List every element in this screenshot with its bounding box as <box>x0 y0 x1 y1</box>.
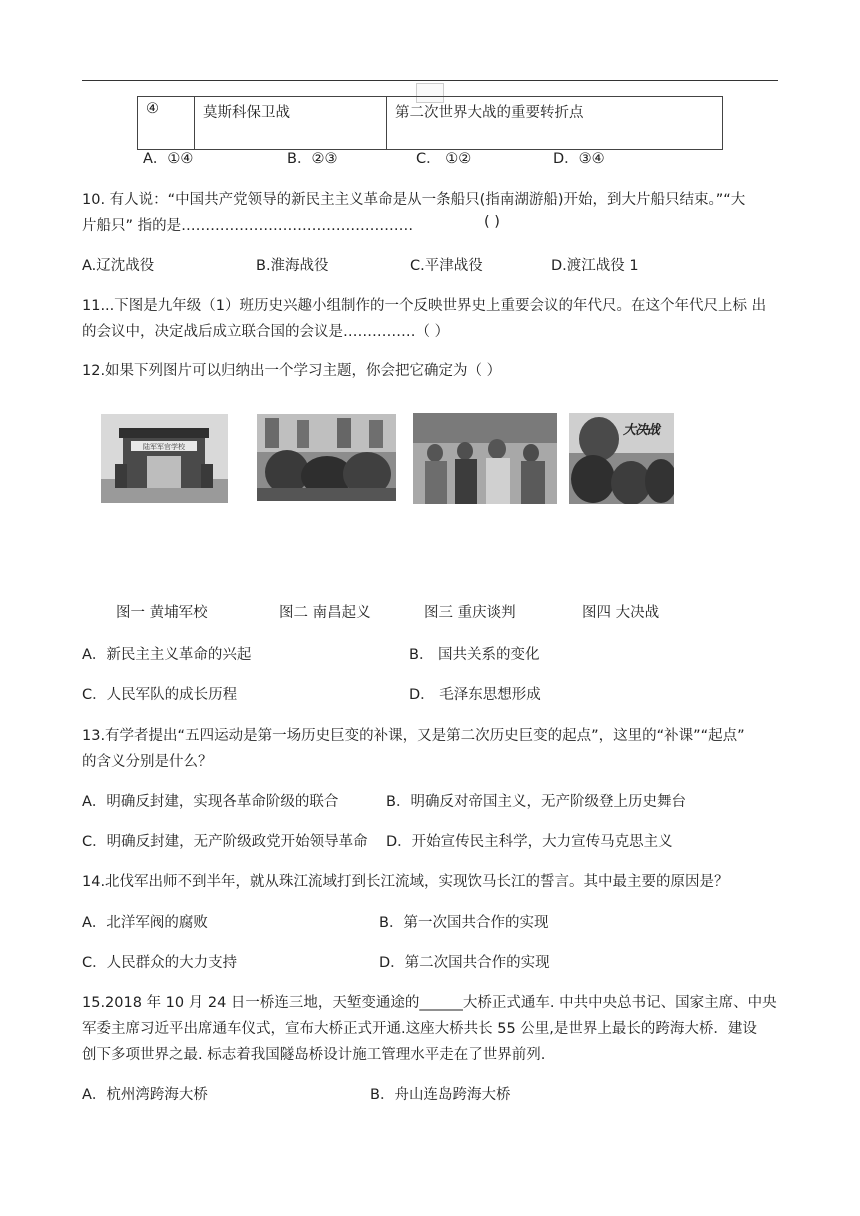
photo-chongqing <box>413 413 557 504</box>
photo-nanchang <box>257 414 396 501</box>
q15-stem-line3: 创下多项世界之最. 标志着我国隧岛桥设计施工管理水平走在了世界前列. <box>82 1047 546 1063</box>
table-cell-number: ④ <box>138 97 195 150</box>
q12-option-c[interactable]: C．人民军队的成长历程 <box>82 687 238 703</box>
q14-option-a[interactable]: A．北洋军阀的腐败 <box>82 915 208 931</box>
q9-option-b[interactable]: B．②③ <box>287 151 338 167</box>
q14-option-d[interactable]: D．第二次国共合作的实现 <box>379 955 550 971</box>
q12-stem: 12.如果下列图片可以归纳出一个学习主题，你会把它确定为（ ） <box>82 363 502 379</box>
q10-answer-paren: ( ) <box>484 214 500 230</box>
q14-option-c[interactable]: C．人民群众的大力支持 <box>82 955 238 971</box>
q12-option-d[interactable]: D． 毛泽东思想形成 <box>409 687 541 703</box>
whampoa-sign: 陆军军官学校 <box>143 443 185 451</box>
caption-photo1: 图一 黄埔军校 <box>116 605 208 621</box>
whampoa-gate-image <box>101 414 228 503</box>
q13-option-c[interactable]: C．明确反封建，无产阶级政党开始领导革命 <box>82 834 368 850</box>
q10-option-a[interactable]: A.辽沈战役 <box>82 258 155 274</box>
header-rule <box>82 80 778 81</box>
caption-photo3: 图三 重庆谈判 <box>424 605 516 621</box>
q15-stem-line1: 15.2018 年 10 月 24 日一桥连三地，天堑变通途的______大桥正式通车. 中共中央总书记、国家主席、中央 <box>82 995 777 1011</box>
caption-photo4: 图四 大决战 <box>582 605 660 621</box>
q10-stem-line1: 10. 有人说：“中国共产党领导的新民主主义革命是从一条船只(指南湖游船)开始，到大片船只结束。”“大 <box>82 192 746 208</box>
photo-decisive-battle <box>569 413 674 504</box>
q11-stem-line1: 11...下图是九年级（1）班历史兴趣小组制作的一个反映世界史上重要会议的年代尺。在这个年代尺上标 出 <box>82 298 767 314</box>
q10-option-d[interactable]: D.渡江战役 1 <box>551 258 639 274</box>
q13-option-a[interactable]: A．明确反封建，实现各革命阶级的联合 <box>82 794 339 810</box>
q11-stem-line2: 的会议中，决定战后成立联合国的会议是……………（ ） <box>82 324 450 340</box>
q15-option-a[interactable]: A．杭州湾跨海大桥 <box>82 1087 208 1103</box>
nanchang-uprising-image <box>257 414 396 501</box>
q10-option-c[interactable]: C.平津战役 <box>410 258 483 274</box>
photo-whampoa <box>101 414 228 503</box>
poster-title: 大决战 <box>623 423 660 438</box>
answer-table <box>137 96 723 150</box>
q13-stem-line2: 的含义分别是什么？ <box>82 754 213 770</box>
caption-photo2: 图二 南昌起义 <box>279 605 371 621</box>
q15-stem-line2: 军委主席习近平出席通车仪式，宣布大桥正式开通.这座大桥共长 55 公里,是世界上最长的跨海大桥．建设 <box>82 1021 757 1037</box>
table-cell-significance: 第二次世界大战的重要转折点 <box>387 97 723 150</box>
q13-option-d[interactable]: D．开始宣传民主科学，大力宣传马克思主义 <box>386 834 673 850</box>
q15-option-b[interactable]: B．舟山连岛跨海大桥 <box>370 1087 511 1103</box>
q13-stem-line1: 13.有学者提出“五四运动是第一场历史巨变的补课，又是第二次历史巨变的起点”，这里的“补课”“起点” <box>82 728 745 744</box>
q13-option-b[interactable]: B．明确反对帝国主义，无产阶级登上历史舞台 <box>386 794 686 810</box>
table-row <box>138 97 723 150</box>
table-cell-event: 莫斯科保卫战 <box>195 97 387 150</box>
q9-option-a[interactable]: A．①④ <box>143 151 194 167</box>
chongqing-negotiation-image <box>413 413 557 504</box>
q10-option-b[interactable]: B.淮海战役 <box>256 258 329 274</box>
q14-stem: 14.北伐军出师不到半年，就从珠江流域打到长江流域，实现饮马长江的誓言。其中最主要的原因是？ <box>82 874 729 890</box>
q9-option-c[interactable]: C． ①② <box>416 151 472 167</box>
q14-option-b[interactable]: B．第一次国共合作的实现 <box>379 915 549 931</box>
q10-stem-line2: 片船只” 指的是………………………………………… <box>82 218 414 234</box>
q12-option-b[interactable]: B． 国共关系的变化 <box>409 647 540 663</box>
q12-option-a[interactable]: A．新民主主义革命的兴起 <box>82 647 252 663</box>
q9-option-d[interactable]: D．③④ <box>553 151 605 167</box>
